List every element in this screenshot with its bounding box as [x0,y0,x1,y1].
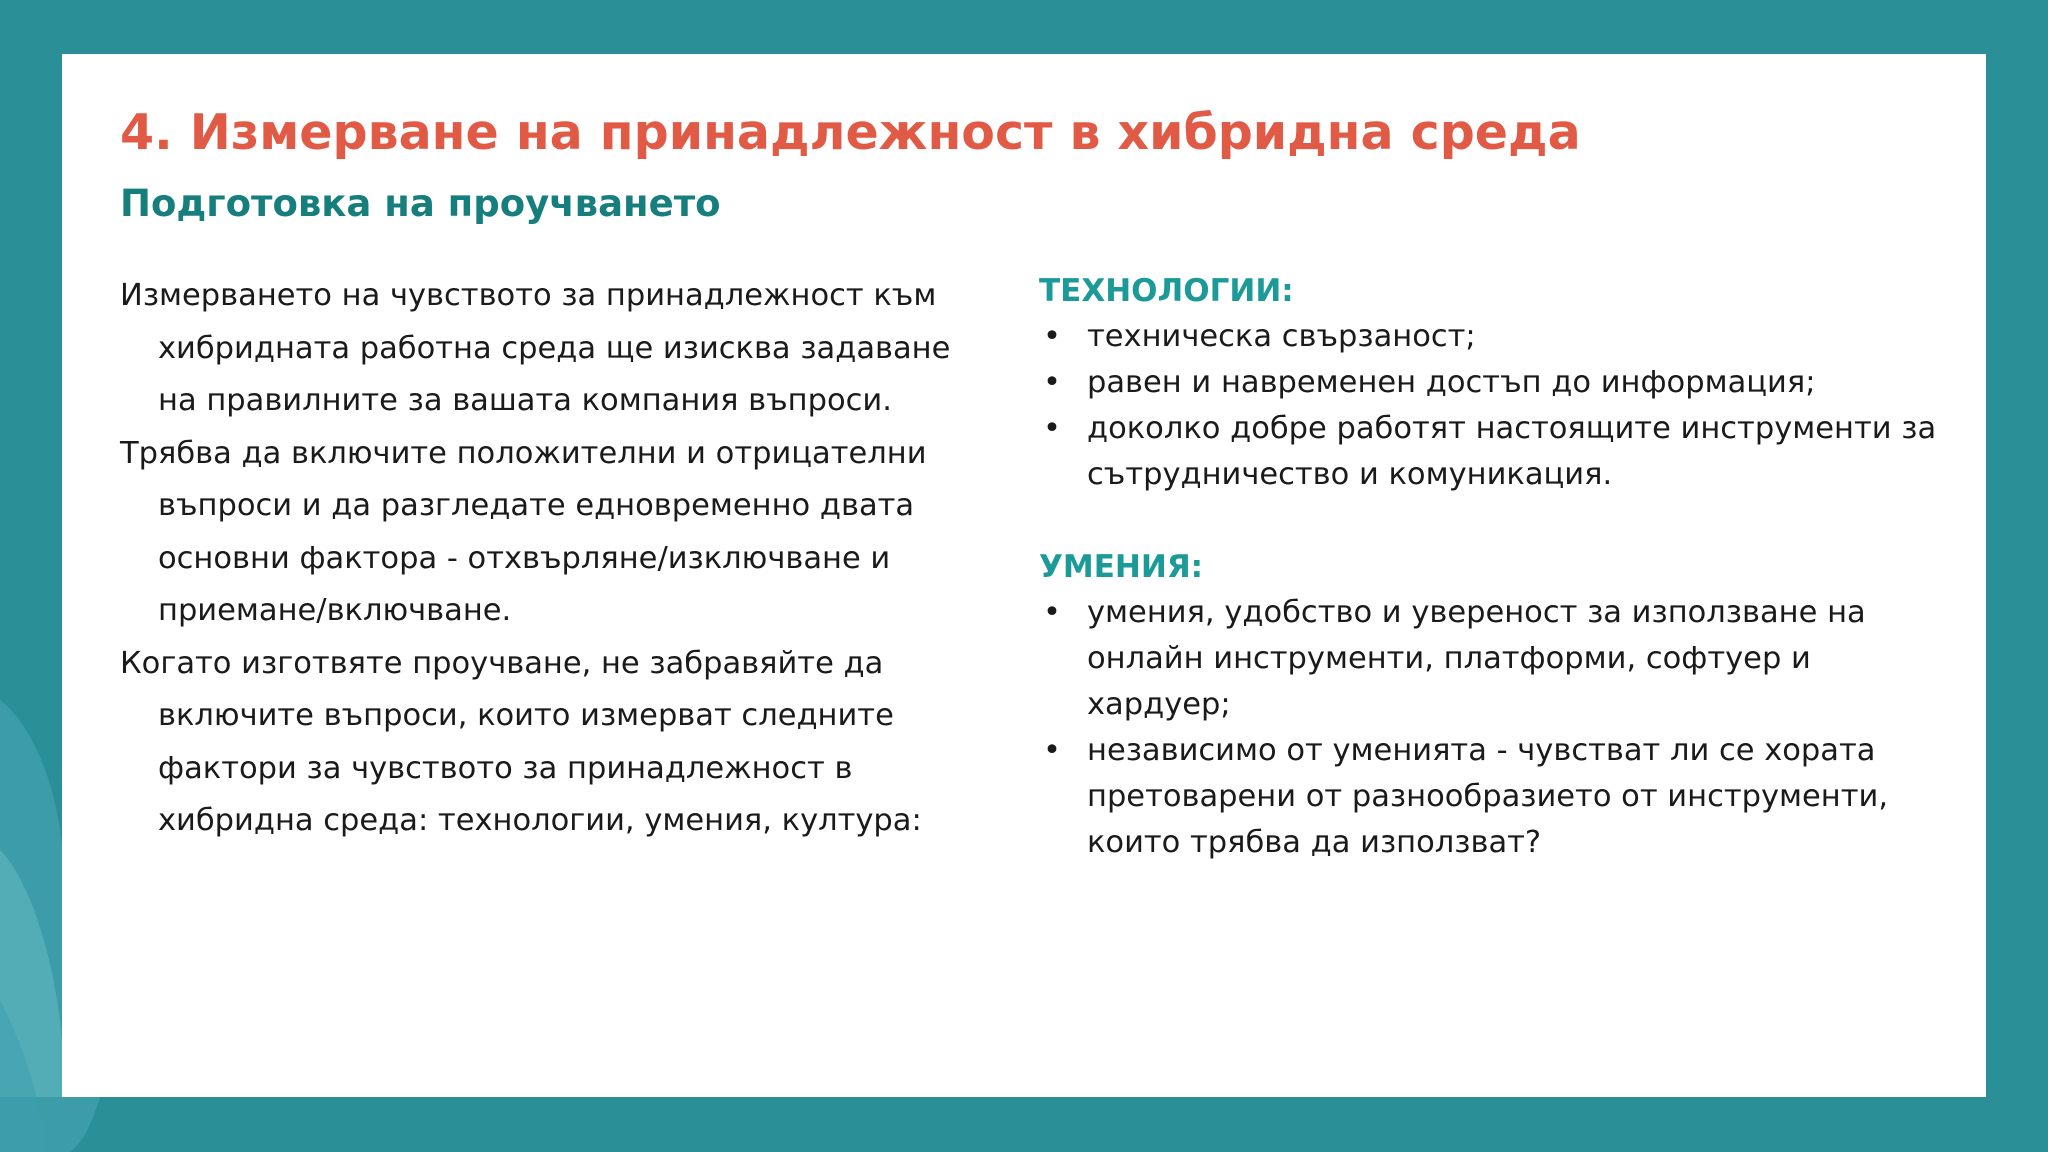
list-item [1039,406,1939,498]
list-item-text: доколко добре работят настоящите инструменти за сътрудничество и комуникация. [1087,411,1937,492]
list-item-text: умения, удобство и увереност за използване на онлайн инструменти, платформи, софтуер и хардуер; [1087,595,1866,722]
list-item-text: техническа свързаност; [1087,319,1476,354]
list-item [1039,590,1939,728]
slide-subtitle: Подготовка на проучването [120,182,721,225]
right-column [1039,268,1939,866]
skills-list [1039,590,1939,866]
bullet-icon: • [1043,319,1061,354]
bullet-icon: • [1043,411,1061,446]
list-item [1039,728,1939,866]
slide-content [62,54,1986,1097]
list-item [1039,360,1939,406]
bullet-icon: • [1043,733,1061,768]
left-column [120,270,970,848]
paragraph-intro: Измерването на чувството за принадлежност към хибридната работна среда ще изисква задаване на правилните за вашата компания въпроси. [120,278,951,418]
list-item-text: независимо от уменията - чувстват ли се хората претоварени от разнообразието от инструменти, които трябва да използват? [1087,733,1889,860]
skills-heading: УМЕНИЯ: [1039,549,1204,585]
list-item-text: равен и навременен достъп до информация; [1087,365,1816,400]
bullet-icon: • [1043,595,1061,630]
technologies-list [1039,314,1939,498]
bullet-icon: • [1043,365,1061,400]
list-item [1039,314,1939,360]
paragraph-survey: Когато изготвяте проучване, не забравяйте да включите въпроси, които измерват следните фактори за чувството за принадлежност в хибридна среда: технологии, умения, култура: [120,645,922,838]
paragraph-factors: Трябва да включите положителни и отрицателни въпроси и да разгледате едновременно двата основни фактора - отхвърляне/изключване и приемане/включване. [120,435,927,628]
slide-title: 4. Измерване на принадлежност в хибридна среда [120,104,1581,161]
technologies-heading: ТЕХНОЛОГИИ: [1039,273,1294,309]
